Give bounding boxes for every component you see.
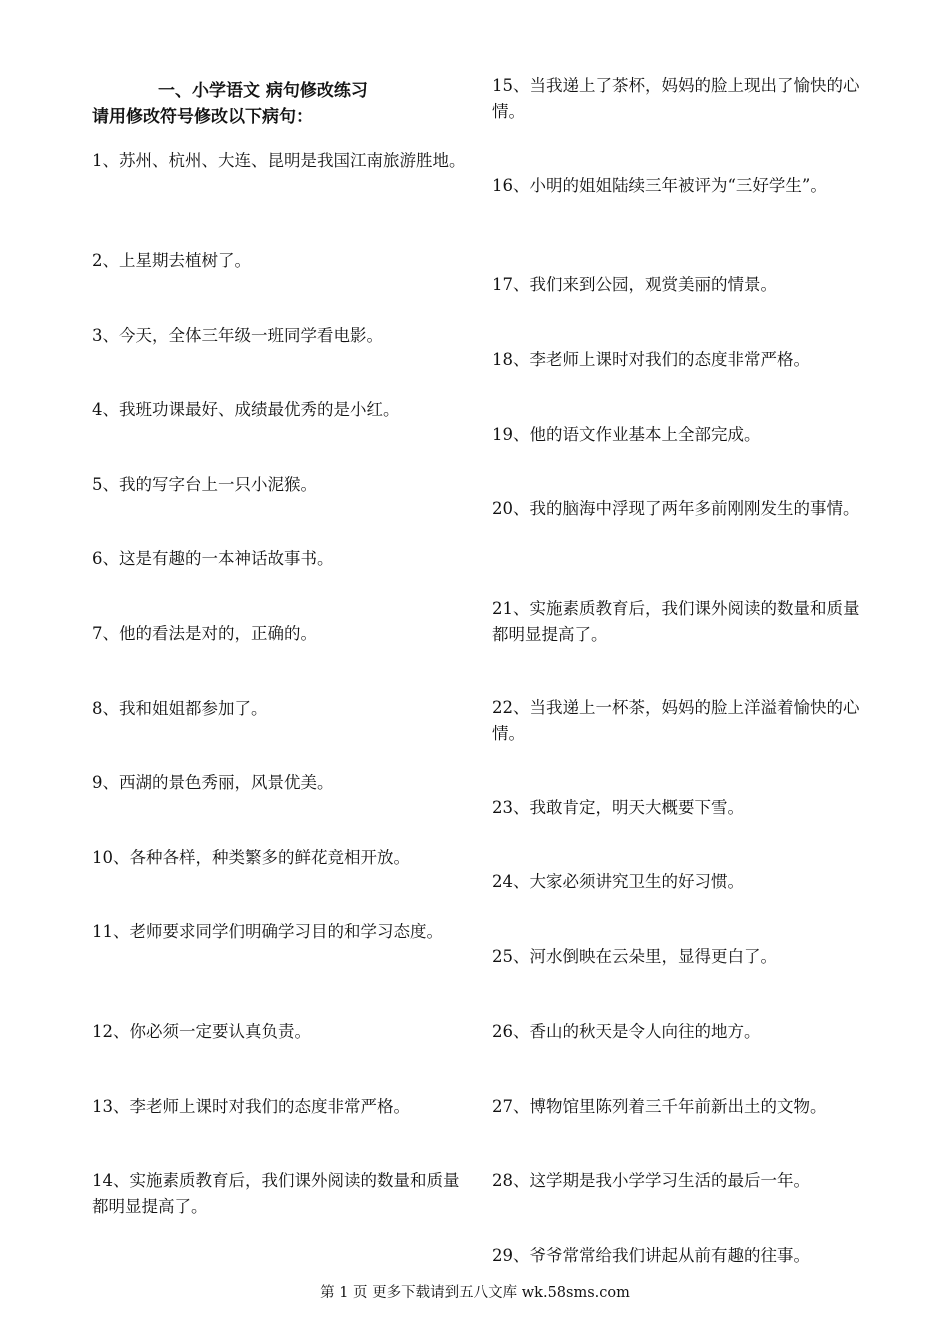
exercise-item: 14、实施素质教育后，我们课外阅读的数量和质量都明显提高了。	[92, 1171, 460, 1216]
exercise-item: 26、香山的秋天是令人向往的地方。	[492, 1022, 761, 1041]
exercise-item: 8、我和姐姐都参加了。	[92, 699, 268, 718]
exercise-item: 24、大家必须讲究卫生的好习惯。	[492, 872, 744, 891]
exercise-item: 6、这是有趣的一本神话故事书。	[92, 549, 334, 568]
exercise-item: 20、我的脑海中浮现了两年多前刚刚发生的事情。	[492, 499, 860, 518]
exercise-item: 19、他的语文作业基本上全部完成。	[492, 425, 761, 444]
exercise-item: 23、我敢肯定，明天大概要下雪。	[492, 798, 744, 817]
page-title: 一、小学语文 病句修改练习	[158, 81, 368, 101]
instruction-text: 请用修改符号修改以下病句：	[92, 107, 313, 127]
exercise-item: 3、今天，全体三年级一班同学看电影。	[92, 326, 383, 345]
exercise-item: 27、博物馆里陈列着三千年前新出土的文物。	[492, 1097, 827, 1116]
exercise-item: 5、我的写字台上一只小泥猴。	[92, 475, 317, 494]
exercise-item: 21、实施素质教育后，我们课外阅读的数量和质量都明显提高了。	[492, 599, 860, 644]
exercise-item: 25、河水倒映在云朵里，显得更白了。	[492, 947, 777, 966]
exercise-item: 15、当我递上了茶杯，妈妈的脸上现出了愉快的心情。	[492, 76, 860, 121]
exercise-item: 4、我班功课最好、成绩最优秀的是小红。	[92, 400, 400, 419]
page-footer: 第 1 页 更多下载请到五八文库 wk.58sms.com	[320, 1285, 630, 1301]
exercise-item: 18、李老师上课时对我们的态度非常严格。	[492, 350, 810, 369]
exercise-item: 22、当我递上一杯茶，妈妈的脸上洋溢着愉快的心情。	[492, 698, 860, 743]
exercise-item: 11、老师要求同学们明确学习目的和学习态度。	[92, 922, 443, 941]
exercise-item: 29、爷爷常常给我们讲起从前有趣的往事。	[492, 1246, 810, 1265]
exercise-item: 17、我们来到公园，观赏美丽的情景。	[492, 275, 777, 294]
exercise-item: 12、你必须一定要认真负责。	[92, 1022, 311, 1041]
exercise-item: 28、这学期是我小学学习生活的最后一年。	[492, 1171, 810, 1190]
exercise-item: 9、西湖的景色秀丽，风景优美。	[92, 773, 334, 792]
exercise-item: 2、上星期去植树了。	[92, 251, 251, 270]
exercise-item: 13、李老师上课时对我们的态度非常严格。	[92, 1097, 410, 1116]
exercise-item: 16、小明的姐姐陆续三年被评为“三好学生”。	[492, 176, 827, 195]
exercise-item: 7、他的看法是对的，正确的。	[92, 624, 317, 643]
exercise-item: 10、各种各样，种类繁多的鲜花竞相开放。	[92, 848, 410, 867]
exercise-item: 1、苏州、杭州、大连、昆明是我国江南旅游胜地。	[92, 151, 466, 170]
